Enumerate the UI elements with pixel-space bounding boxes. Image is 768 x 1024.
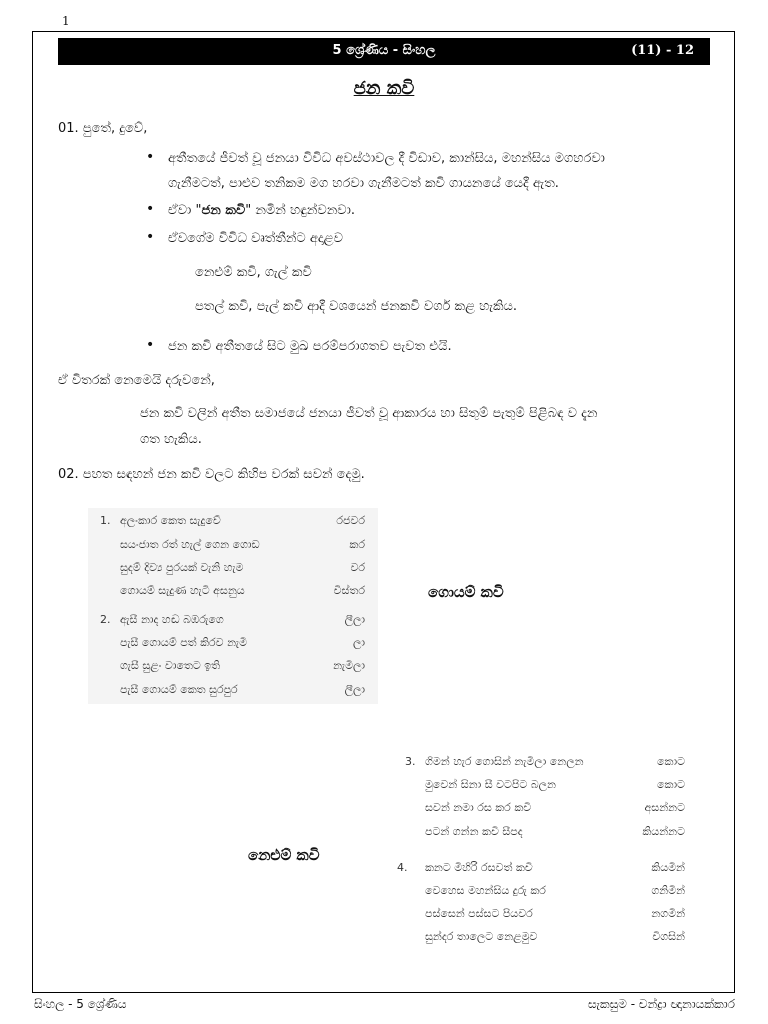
conclusion-line-2: ගත හැකිය. — [140, 432, 202, 447]
poem-line-end: කියමින් — [651, 861, 685, 874]
section2-heading: 02. පහත සඳහන් ජන කවි වලට කිහිප වරක් සවන් දෙමු. — [58, 467, 365, 482]
conclusion-heading: ඒ විතරක් නෙමෙයි දරුවනේ, — [58, 373, 215, 388]
header-title: 5 ශ්‍රේණිය - සිංහල — [332, 43, 436, 58]
header-ref: (11) - 12 — [631, 43, 694, 58]
poem-line: මුවෙන් සිනා සී වටපිට බලන — [425, 778, 556, 791]
poem-line-end: අසන්නට — [644, 801, 685, 814]
poem-line: ගැසී සුළං වාතෙට ඉති — [120, 659, 221, 672]
poem-line-end: නගමින් — [651, 907, 685, 920]
poem-line: කනට මිහිරි රසවත් කවි — [425, 861, 533, 874]
sub-list-1: නෙළුම් කවි, ගැල් කවි — [195, 265, 312, 280]
poem-line-end: කොට — [657, 755, 685, 768]
poem-line: වෙහෙස මහන්සිය දුරු කර — [425, 884, 546, 897]
poem-line: ගොයම් සැදුණ හැටි අසනුය — [120, 584, 245, 597]
bullet-2: • — [146, 201, 155, 217]
poem-line-end: කර — [349, 538, 365, 551]
poem-line: සයංජාත රත් හැල් ගෙන ගොඩ — [120, 538, 260, 551]
poem-line-end: ගනිමින් — [651, 884, 685, 897]
header-bar — [58, 38, 710, 65]
poem-number: 3. — [405, 755, 416, 768]
bullet-4-text: ජන කවි අතීතයේ සිට මුඛ පරම්පරාගතව පැවත එයි. — [168, 339, 452, 354]
poem-line: පටන් ගන්න කවි සීපද — [425, 825, 523, 838]
section1-heading: 01. පුතේ, දුවේ, — [58, 121, 148, 136]
poem-line-end: රජවර — [336, 514, 365, 527]
poem-line: පැසී ගොයම් කෙත සුරපුර — [120, 683, 238, 696]
poem-line-end: කියන්නට — [642, 825, 685, 838]
poem-line-end: වර — [350, 561, 365, 574]
poem-line: සවන් නමා රස කර කවි — [425, 801, 532, 814]
poem-line-end: ලීලා — [344, 683, 365, 696]
poem-line-end: නැමිලා — [333, 659, 365, 672]
bullet-2-text: ඒවා "ජන කවි" නමින් හඳුන්වනවා. — [168, 203, 356, 218]
poem-line-end: විස්තර — [333, 584, 365, 597]
conclusion-line-1: ජන කවි වලින් අතීත සමාජයේ ජනයා ජීවත් වූ ආකාරය හා සිතුම් පැතුම් පිළිබඳ ව දැන — [140, 406, 598, 421]
bullet-1-line-2: ගැනීමටත්, පාළුව තනිකම මග හරවා ගැනීමටත් කවි ගායනයේ යෙදී ඇත. — [168, 176, 559, 191]
bullet-1: • — [146, 149, 155, 165]
poem-line: පැසී ගොයම් පත් කිරව නැමී — [120, 636, 247, 649]
footer-left: සිංහල - 5 ශ්‍රේණිය — [34, 997, 127, 1011]
poem-line: සුන්දර තාලෙට නෙළමුව — [425, 930, 538, 943]
goyam-kavi-title: ගොයම් කවි — [428, 583, 504, 601]
poem-line-end: ලීලා — [344, 613, 365, 626]
poem-line: ඇසී නාද හඬ බඹරුගෙ — [120, 613, 224, 626]
poem-number: 2. — [100, 613, 111, 626]
bullet-1-line-1: අතීතයේ ජීවත් වූ ජනයා විවිධ අවස්ථාවල දී විඩාව, කාන්සිය, මහන්සිය මගහරවා — [168, 151, 605, 166]
poem-number: 4. — [397, 861, 408, 874]
footer-right: සැකසුම - චන්ද්‍රා ඥානායක්කාර — [587, 997, 735, 1011]
poem-number: 1. — [100, 514, 111, 527]
poem-line-end: කොට — [657, 778, 685, 791]
page-number: 1 — [62, 14, 70, 28]
bullet-3: • — [146, 229, 155, 245]
poem-line-end: ලා — [352, 636, 365, 649]
poem-line: ගිමන් හැර ගොසින් නැමිලා නෙලන — [425, 755, 584, 768]
sub-list-2: පතල් කවි, පැල් කවි ආදී වශයෙන් ජනකවි වර්ග කළ හැකිය. — [195, 299, 518, 314]
poem-line: අලංකාර කෙත සැදුවේ — [120, 514, 221, 527]
poem-line: සුදම් දිව්‍ය පුරයක් වැනි හැම — [120, 561, 244, 574]
poem-line: පස්සෙන් පස්සට පියවර — [425, 907, 533, 920]
bullet-3-text: ඒවගේම විවිධ වෘත්තීන්ට අදාළව — [168, 231, 343, 246]
poem-line-end: විගසින් — [652, 930, 685, 943]
bullet-4: • — [146, 337, 155, 353]
nelum-kavi-title: නෙළුම් කවි — [248, 846, 320, 864]
page-title: ජන කවි — [353, 78, 415, 99]
